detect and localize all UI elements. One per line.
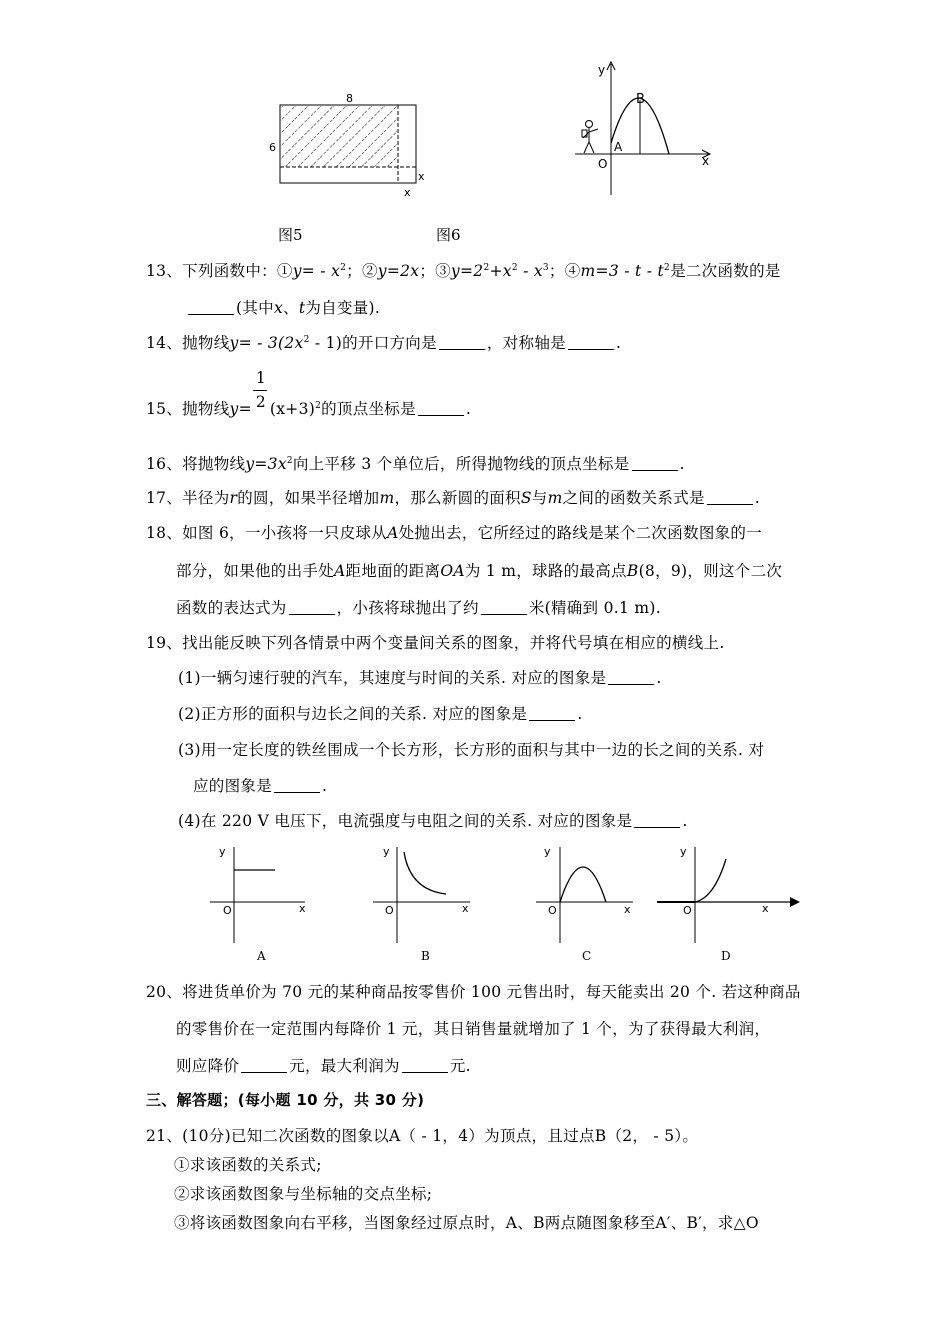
figure-5 — [262, 88, 442, 200]
fig5-label-x-right: x — [418, 170, 425, 183]
fig6-label-x: x — [702, 154, 710, 168]
q13-line1: 13、下列函数中：①y= - $x^2$；②y=2x；$③y=2^2+x^2 - x^3$；④m=3 - t - $t^2$是二次函数的是 — [146, 262, 781, 280]
q19-blank-3[interactable] — [274, 778, 320, 793]
q19-graph-label-c: C — [582, 949, 592, 963]
q19-graph-label-a: A — [257, 949, 266, 963]
section3-title: 三、解答题；(每小题 10 分，共 30 分) — [146, 1091, 425, 1109]
q19-part1: (1)一辆匀速行驶的汽车，其速度与时间的关系. 对应的图象是 . — [178, 669, 662, 687]
q14-line: 14、抛物线$y= - 3(2x^2 - 1)$的开口方向是 ，对称轴是 . — [146, 334, 622, 352]
q21-sub2: ②求该函数图象与坐标轴的交点坐标; — [174, 1185, 433, 1203]
q15-line: 15、抛物线y= $\frac{1}{2}$ $(x+3)^2$的顶点坐标是 . — [146, 369, 472, 418]
q19-blank-1[interactable] — [608, 670, 654, 685]
child-figure — [582, 121, 598, 154]
q19-graph-c — [533, 842, 645, 946]
q19-part3a: (3)用一定长度的铁丝围成一个长方形，长方形的面积与其中一边的长之间的关系. 对 — [178, 741, 765, 759]
fig6-label-y: y — [598, 63, 606, 77]
q19-blank-2[interactable] — [529, 706, 575, 721]
q20-line2: 的零售价在一定范围内每降价 1 元，其日销售量就增加了 1 个，为了获得最大利润， — [176, 1020, 771, 1038]
svg-text:x: x — [762, 902, 769, 915]
q14-blank-direction[interactable] — [439, 335, 485, 350]
svg-text:x: x — [299, 902, 306, 915]
fig5-caption: 图5 — [278, 226, 303, 244]
svg-text:y: y — [219, 845, 226, 858]
figure-6 — [570, 58, 720, 198]
q21-sub3: ③将该函数图象向右平移，当图象经过原点时，A、B两点随图象移至A′、B′，求△O — [174, 1214, 759, 1232]
q18-line1: 18、如图 6，一小孩将一只皮球从A处抛出去，它所经过的路线是某个二次函数图象的一 — [146, 524, 763, 542]
q19-part2: (2)正方形的面积与边长之间的关系. 对应的图象是 . — [178, 705, 583, 723]
fig5-label-x-bottom: x — [404, 186, 411, 199]
fig5-label-left: 6 — [269, 141, 276, 154]
svg-text:y: y — [544, 845, 551, 858]
q13-answer-blank[interactable] — [188, 300, 234, 315]
q20-blank-discount[interactable] — [241, 1058, 287, 1073]
svg-text:O: O — [223, 904, 232, 917]
q17-line: 17、半径为r的圆，如果半径增加m，那么新圆的面积S与m之间的函数关系式是 . — [146, 489, 761, 507]
q18-blank-expr[interactable] — [289, 600, 335, 615]
q21-stem: 21、(10分)已知二次函数的图象以A（ - 1，4）为顶点，且过点B（2， - 5）。 — [146, 1127, 699, 1145]
fig5-label-top: 8 — [346, 92, 353, 105]
q18-blank-distance[interactable] — [481, 600, 527, 615]
q19-graph-a — [205, 842, 317, 946]
fig6-caption: 图6 — [436, 226, 461, 244]
q18-line3: 函数的表达式为 ，小孩将球抛出了约 米(精确到 0.1 m). — [176, 599, 661, 617]
q14-blank-axis[interactable] — [568, 335, 614, 350]
q16-line: 16、将抛物线$y=3x^2$向上平移 3 个单位后，所得抛物线的顶点坐标是 . — [146, 455, 685, 473]
fig6-label-a: A — [614, 140, 623, 154]
q19-stem: 19、找出能反映下列各情景中两个变量间关系的图象，并将代号填在相应的横线上. — [146, 634, 725, 652]
svg-text:x: x — [462, 902, 469, 915]
q20-blank-profit[interactable] — [402, 1058, 448, 1073]
q18-line2: 部分，如果他的出手处A距地面的距离OA为 1 m，球路的最高点B(8，9)，则这个二次 — [176, 562, 783, 580]
svg-text:O: O — [683, 904, 692, 917]
q21-sub1: ①求该函数的关系式; — [174, 1156, 322, 1174]
svg-text:y: y — [383, 845, 390, 858]
q16-blank[interactable] — [632, 456, 678, 471]
q20-line1: 20、将进货单价为 70 元的某种商品按零售价 100 元售出时，每天能卖出 20 个. 若这种商品 — [146, 983, 801, 1001]
q20-line3: 则应降价 元，最大利润为 元. — [176, 1057, 471, 1075]
q19-graph-label-d: D — [721, 949, 731, 963]
q19-part3b: 应的图象是 . — [193, 777, 328, 795]
svg-text:O: O — [548, 904, 557, 917]
q13-line2: (其中x、t为自变量). — [186, 296, 380, 318]
q19-graph-d — [654, 842, 806, 946]
q19-graph-label-b: B — [421, 949, 430, 963]
q19-graph-b — [370, 842, 482, 946]
svg-text:x: x — [624, 903, 631, 916]
fig6-label-b: B — [636, 92, 645, 107]
svg-text:O: O — [385, 904, 394, 917]
svg-text:y: y — [680, 845, 687, 858]
fig6-label-o: O — [598, 157, 608, 171]
q19-part4: (4)在 220 V 电压下，电流强度与电阻之间的关系. 对应的图象是 . — [178, 812, 688, 830]
q15-blank[interactable] — [418, 401, 464, 416]
q19-blank-4[interactable] — [634, 813, 680, 828]
q17-blank[interactable] — [707, 490, 753, 505]
